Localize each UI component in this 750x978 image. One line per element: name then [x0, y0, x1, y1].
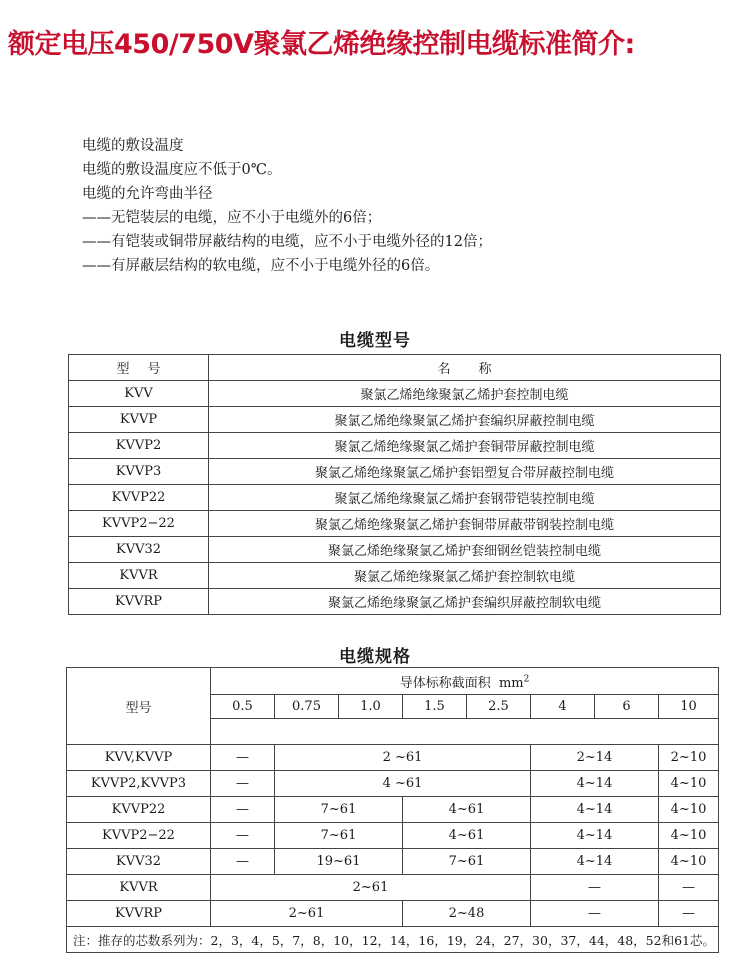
table-row: [67, 849, 719, 875]
value-cell: —: [211, 745, 275, 771]
value-cell: —: [531, 901, 659, 927]
size-cell: 1.0: [339, 695, 403, 719]
value-cell: 7~61: [275, 823, 403, 849]
name-cell: 聚氯乙烯绝缘聚氯乙烯护套控制电缆: [209, 381, 721, 407]
value-cell: —: [531, 875, 659, 901]
size-cell: 1.5: [403, 695, 467, 719]
table-row: [69, 563, 721, 589]
value-cell: 2~14: [531, 745, 659, 771]
table-header-row: [67, 668, 719, 695]
value-cell: 4~61: [403, 823, 531, 849]
name-cell: 聚氯乙烯绝缘聚氯乙烯护套铜带屏蔽带钢装控制电缆: [209, 511, 721, 537]
value-cell: 4 ~61: [275, 771, 531, 797]
name-cell: 聚氯乙烯绝缘聚氯乙烯护套编织屏蔽控制软电缆: [209, 589, 721, 615]
header-unit-sup: 2: [523, 674, 530, 685]
model-cell: KVVP2,KVVP3: [67, 771, 211, 797]
model-cell: KVVP22: [69, 485, 209, 511]
value-cell: 4~10: [659, 797, 719, 823]
value-cell: 4~14: [531, 797, 659, 823]
table-row: [67, 771, 719, 797]
model-cell: KVV: [69, 381, 209, 407]
model-cell: KVV32: [69, 537, 209, 563]
specs-table: [66, 667, 719, 953]
model-cell: KVVP2−22: [67, 823, 211, 849]
model-cell: KVVRP: [67, 901, 211, 927]
model-cell: KVVP3: [69, 459, 209, 485]
models-table: [68, 354, 721, 615]
header-area: [211, 668, 719, 695]
value-cell: 2~48: [403, 901, 531, 927]
size-cell: 6: [595, 695, 659, 719]
value-cell: 7~61: [275, 797, 403, 823]
header-area-label: 导体标称截面积: [399, 675, 491, 691]
name-cell: 聚氯乙烯绝缘聚氯乙烯护套铜带屏蔽控制电缆: [209, 433, 721, 459]
table-row: [69, 589, 721, 615]
model-cell: KVVR: [69, 563, 209, 589]
table-row: [69, 407, 721, 433]
name-cell: 聚氯乙烯绝缘聚氯乙烯护套铝塑复合带屏蔽控制电缆: [209, 459, 721, 485]
table-row: [69, 433, 721, 459]
name-cell: 聚氯乙烯绝缘聚氯乙烯护套控制软电缆: [209, 563, 721, 589]
model-cell: KVVR: [67, 875, 211, 901]
model-cell: KVV,KVVP: [67, 745, 211, 771]
value-cell: —: [211, 771, 275, 797]
size-cell: 0.5: [211, 695, 275, 719]
intro-line: ——无铠装层的电缆，应不小于电缆外的6倍；: [82, 210, 382, 226]
model-cell: KVVP22: [67, 797, 211, 823]
size-cell: 10: [659, 695, 719, 719]
intro-line: 电缆的允许弯曲半径: [82, 186, 213, 202]
value-cell: —: [211, 797, 275, 823]
model-cell: KVVRP: [69, 589, 209, 615]
value-cell: 4~14: [531, 849, 659, 875]
table-row: [69, 381, 721, 407]
value-cell: 4~14: [531, 771, 659, 797]
blank-cell: [211, 719, 719, 745]
value-cell: —: [659, 875, 719, 901]
table-row: [67, 797, 719, 823]
header-model: 型号: [67, 668, 211, 745]
size-cell: 2.5: [467, 695, 531, 719]
intro-line: ——有屏蔽层结构的软电缆，应不小于电缆外径的6倍。: [82, 258, 440, 274]
table-row: [67, 745, 719, 771]
size-cell: 4: [531, 695, 595, 719]
value-cell: 19~61: [275, 849, 403, 875]
table-row: [69, 459, 721, 485]
table-row: [67, 901, 719, 927]
name-cell: 聚氯乙烯绝缘聚氯乙烯护套钢带铠装控制电缆: [209, 485, 721, 511]
intro-line: 电缆的敷设温度应不低于0℃。: [82, 162, 282, 178]
intro-line: ——有铠装或铜带屏蔽结构的电缆，应不小于电缆外径的12倍；: [82, 234, 492, 250]
value-cell: 4~10: [659, 823, 719, 849]
model-cell: KVVP2−22: [69, 511, 209, 537]
model-cell: KVVP: [69, 407, 209, 433]
value-cell: 4~14: [531, 823, 659, 849]
value-cell: 7~61: [403, 849, 531, 875]
models-heading: 电缆型号: [339, 331, 411, 351]
value-cell: 4~61: [403, 797, 531, 823]
table-row: [67, 823, 719, 849]
value-cell: 2~61: [211, 875, 531, 901]
table-header-row: [69, 355, 721, 381]
table-row: [69, 537, 721, 563]
intro-line: 电缆的敷设温度: [82, 138, 184, 154]
model-cell: KVV32: [67, 849, 211, 875]
name-cell: 聚氯乙烯绝缘聚氯乙烯护套细钢丝铠装控制电缆: [209, 537, 721, 563]
name-cell: 聚氯乙烯绝缘聚氯乙烯护套编织屏蔽控制电缆: [209, 407, 721, 433]
value-cell: —: [211, 823, 275, 849]
value-cell: —: [211, 849, 275, 875]
table-row: [67, 875, 719, 901]
table-row: [69, 511, 721, 537]
value-cell: 2~61: [211, 901, 403, 927]
model-cell: KVVP2: [69, 433, 209, 459]
page-title: 额定电压450/750V聚氯乙烯绝缘控制电缆标准简介:: [8, 29, 635, 60]
header-model: 型号: [69, 355, 209, 381]
value-cell: 4~10: [659, 771, 719, 797]
value-cell: 2 ~61: [275, 745, 531, 771]
note-row: [67, 927, 719, 953]
intro-text: [82, 134, 492, 278]
header-name: 名称: [209, 355, 721, 381]
value-cell: 2~10: [659, 745, 719, 771]
size-cell: 0.75: [275, 695, 339, 719]
note-text: 注：推存的芯数系列为：2，3，4，5，7，8，10，12，14，16，19，24，27，30，37，44，48，52和61芯。: [67, 927, 719, 953]
table-row: [69, 485, 721, 511]
value-cell: 4~10: [659, 849, 719, 875]
header-unit: mm: [498, 675, 524, 691]
value-cell: —: [659, 901, 719, 927]
specs-heading: 电缆规格: [339, 647, 411, 667]
